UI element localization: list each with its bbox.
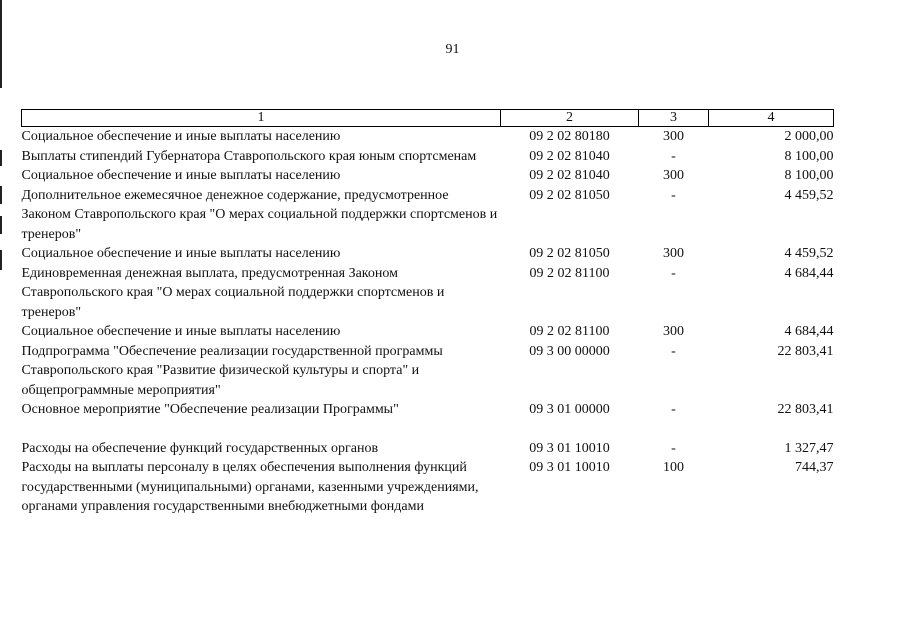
row-name: Социальное обеспечение и иные выплаты населению (21, 324, 341, 339)
column-header-name: 1 (22, 110, 501, 127)
row-code: 09 2 02 80180 (529, 129, 610, 144)
column-header-amount: 4 (709, 110, 834, 127)
row-code: 09 3 01 10010 (529, 440, 610, 456)
row-name: Основное мероприятие "Обеспечение реализации Программы" (21, 402, 399, 417)
row-type: - (671, 343, 676, 359)
row-type: - (671, 440, 676, 456)
column-header-code: 2 (501, 110, 639, 127)
table-spacer-row (22, 420, 834, 439)
row-amount: 2 000,00 (784, 129, 834, 144)
row-type: - (671, 187, 676, 203)
table-row (22, 439, 834, 459)
row-type: - (671, 265, 676, 281)
table-row (22, 322, 834, 342)
page-number: 91 (445, 42, 460, 57)
row-code: 09 2 02 81040 (529, 148, 610, 164)
row-type: - (671, 148, 676, 164)
row-type: - (671, 402, 676, 417)
row-amount: 8 100,00 (784, 168, 834, 183)
row-code: 09 2 02 81050 (529, 187, 610, 203)
table-row (22, 264, 834, 323)
table-row (22, 127, 834, 147)
row-amount: 8 100,00 (784, 148, 834, 164)
row-type: 300 (663, 324, 684, 339)
row-code: 09 2 02 81100 (529, 324, 610, 339)
table-header-row (22, 110, 834, 127)
row-name: Социальное обеспечение и иные выплаты населению (21, 246, 341, 261)
scan-edge-mark (0, 150, 2, 166)
row-amount: 4 684,44 (784, 265, 834, 281)
row-type: 300 (663, 129, 684, 144)
row-type: 100 (663, 460, 684, 475)
row-amount: 744,37 (795, 460, 834, 475)
row-name: Дополнительное ежемесячное денежное содержание, предусмотренное Законом Ставропольского края "О мерах социальной поддержки спортсменов и тренеров" (21, 187, 498, 242)
table-row (22, 342, 834, 401)
table-row (22, 400, 834, 420)
row-code: 09 2 02 81100 (529, 265, 610, 281)
row-amount: 22 803,41 (777, 343, 834, 359)
row-code: 09 3 01 00000 (529, 402, 610, 417)
table-row (22, 166, 834, 186)
row-name: Выплаты стипендий Губернатора Ставропольского края юным спортсменам (21, 148, 477, 164)
row-amount: 4 459,52 (784, 187, 834, 203)
table-row (22, 147, 834, 167)
row-amount: 1 327,47 (784, 440, 834, 456)
row-code: 09 3 01 10010 (529, 460, 610, 475)
row-code: 09 2 02 81040 (529, 168, 610, 183)
table-row (22, 186, 834, 245)
row-type: 300 (663, 168, 684, 183)
scan-edge-mark (0, 216, 2, 234)
column-header-type: 3 (639, 110, 709, 127)
row-code: 09 3 00 00000 (529, 343, 610, 359)
table-row (22, 458, 834, 517)
scan-edge-mark (0, 186, 2, 204)
row-code: 09 2 02 81050 (529, 246, 610, 261)
row-amount: 4 459,52 (784, 246, 834, 261)
row-name: Расходы на выплаты персоналу в целях обеспечения выполнения функций государственными (муниципальными) органами, казенными учреждениями, органами управления государственными внебюджетными фондами (21, 460, 479, 514)
row-name: Подпрограмма "Обеспечение реализации государственной программы Ставропольского края "Развитие физической культуры и спорта" и общепрограммные мероприятия" (21, 343, 443, 398)
spacer-cell (22, 420, 834, 439)
row-amount: 22 803,41 (777, 402, 834, 417)
row-amount: 4 684,44 (784, 324, 834, 339)
row-name: Расходы на обеспечение функций государственных органов (21, 440, 379, 456)
table-row (22, 244, 834, 264)
scan-edge-mark (0, 250, 2, 270)
budget-table (21, 109, 834, 517)
row-name: Социальное обеспечение и иные выплаты населению (21, 168, 341, 183)
row-name: Единовременная денежная выплата, предусмотренная Законом Ставропольского края "О мерах социальной поддержки спортсменов и тренеров" (21, 265, 445, 320)
row-name: Социальное обеспечение и иные выплаты населению (21, 129, 341, 144)
row-type: 300 (663, 246, 684, 261)
